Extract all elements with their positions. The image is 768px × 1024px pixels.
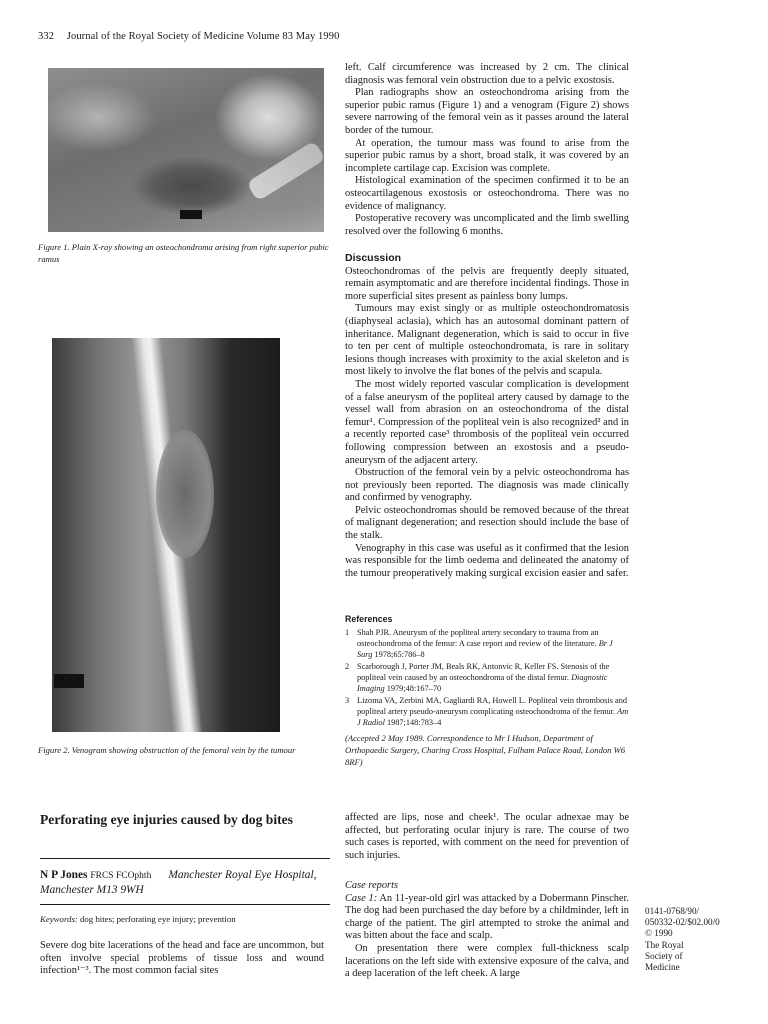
running-head xyxy=(38,31,339,42)
sidenote-line: © 1990 xyxy=(645,928,673,939)
discussion-paragraph: The most widely reported vascular complication is development of a false aneurysm of the popliteal artery caused by damage to the vessel wall from abrasion on an osteochondroma of the distal femur¹. Compression of the popliteal vein is also recognized² and in a recently reported case³ thrombosis of the popliteal vein occurred following compression between an exostosis and a pseudo-aneurysm of the adjacent artery. xyxy=(345,378,629,466)
reference-number: 3 xyxy=(345,696,350,705)
discussion-heading: Discussion xyxy=(345,252,402,264)
reference-item xyxy=(345,627,629,660)
discussion-section xyxy=(345,252,629,580)
reference-journal: Am J Radiol xyxy=(357,707,629,727)
case-1-presentation: On presentation there were complex full-thickness scalp lacerations on the left side with extensive exposure of the calva, and a deep laceration of the left cheek. A large xyxy=(345,942,629,980)
copyright-sidenote xyxy=(645,906,763,973)
figure-1-caption: Figure 1. Plain X-ray showing an osteochondroma arising from right superior pubic ramus xyxy=(38,242,329,264)
author-affiliation: Manchester Royal Eye Hospital, Manchester M13 9WH xyxy=(40,869,317,896)
body-paragraph: Plan radiographs show an osteochondroma arising from the superior pubic ramus (Figure 1) and a venogram (Figure 2) shows severe narrowing of the femoral vein as it passes around the lateral border of the tumour. xyxy=(345,87,629,136)
keywords-line xyxy=(40,914,332,925)
reference-journal: Br J Surg xyxy=(357,639,613,659)
accepted-correspondence-note: (Accepted 2 May 1989. Correspondence to Mr I Hudson, Department of Orthopaedic Surgery, Charing Cross Hospital, Fulham Palace Road, London W6 8RF) xyxy=(345,733,626,767)
title-rule xyxy=(40,858,330,859)
body-paragraph: At operation, the tumour mass was found to arise from the superior pubic ramus by a short, broad stalk, it was covered by an incomplete cartilage cap. Excision was complete. xyxy=(345,137,629,174)
reference-text: Lizoma VA, Zerbini MA, Gagliardi RA, Howell L. Popliteal vein thrombosis and popliteal artery pseudo-aneurysm complicating osteochondroma of the femur. xyxy=(357,696,627,716)
body-paragraph: Histological examination of the specimen confirmed it to be an osteocartilagenous exostosis or osteochondroma. There was no evidence of malignancy. xyxy=(345,175,629,212)
tumour-shadow xyxy=(156,430,214,558)
figure-2-venogram-image xyxy=(52,338,280,732)
reference-citation: 1978;65:786–8 xyxy=(374,650,425,659)
keywords-label: Keywords: xyxy=(40,914,78,924)
article-title: Perforating eye injuries caused by dog bites xyxy=(40,812,293,827)
journal-title: Journal of the Royal Society of Medicine Volume 83 May 1990 xyxy=(66,31,340,42)
reference-list xyxy=(345,627,629,728)
author-qualifications: FRCS FCOphth xyxy=(90,871,152,881)
figure-1-xray-image xyxy=(48,68,324,232)
author-name: N P Jones xyxy=(40,869,88,881)
reference-citation: 1979;48:167–70 xyxy=(386,684,442,693)
sidenote-line: 050332-02/$02.00/0 xyxy=(645,917,720,928)
case-reports-section xyxy=(345,880,629,981)
author-block xyxy=(40,868,332,897)
sidenote-line: The Royal xyxy=(645,939,684,950)
page-number: 332 xyxy=(38,31,55,42)
intro-paragraph: affected are lips, nose and cheek¹. The ocular adnexae may be affected, but perforating ocular injury is rare. The course of two such cases is reported, with comment on the need for prevention of such injuries. xyxy=(345,812,629,861)
sidenote-line: Medicine xyxy=(645,962,680,973)
reference-item xyxy=(345,695,629,728)
reference-text: Scarborough J, Porter JM, Beals RK, Antonvic R, Keller FS. Stenosis of the popliteal vein caused by an osteochondroma of the distal femur. xyxy=(357,662,610,682)
femur-shadow xyxy=(246,140,324,201)
reference-journal: Diagnostic Imaging xyxy=(357,673,608,693)
body-paragraph: Postoperative recovery was uncomplicated and the limb swelling resolved over the following 6 months. xyxy=(345,213,629,237)
body-paragraph: left. Calf circumference was increased by 2 cm. The clinical diagnosis was femoral vein obstruction due to a pelvic exostosis. xyxy=(345,62,629,86)
article-intro xyxy=(345,812,629,862)
author-rule xyxy=(40,904,330,905)
references-section xyxy=(345,614,629,729)
case-1-text: An 11-year-old girl was attacked by a Dobermann Pinscher. The dog had been purchased the day before by a childminder, left in charge of the patient. The girl attempted to stroke the animal and was bitten about the face and scalp. xyxy=(345,892,629,942)
sidenote-line: Society of xyxy=(645,950,683,961)
article-abstract xyxy=(40,940,324,978)
case-report-continued xyxy=(345,62,629,238)
reference-citation: 1987;148:783–4 xyxy=(386,718,442,727)
references-heading: References xyxy=(345,614,393,624)
discussion-paragraph: Venography in this case was useful as it confirmed that the lesion was responsible for the limb oedema and delineated the anatomy of the tumour preoperatively making surgical excision easier and safer. xyxy=(345,542,629,579)
keywords-text: dog bites; perforating eye injury; prevention xyxy=(80,914,236,924)
discussion-paragraph: Tumours may exist singly or as multiple osteochondromatosis (diaphyseal aclasia), which has an autosomal dominant pattern of inheritance. Malignant degeneration, which is said to occur in five to ten per cent of multiple osteochondromata, is rare in solitary lesions though increases with proximity to the axial skeleton and is most likely to involve the flat bones of the pelvis and scapula. xyxy=(345,303,629,378)
discussion-paragraph: Osteochondromas of the pelvis are frequently deeply situated, remain asymptomatic and are therefore incidental findings. Those in more superficial sites present as painless bony lumps. xyxy=(345,265,630,302)
figure-2-caption: Figure 2. Venogram showing obstruction of the femoral vein by the tumour xyxy=(38,745,296,755)
xray-marker xyxy=(180,210,202,219)
reference-item xyxy=(345,661,629,694)
sidenote-line: 0141-0768/90/ xyxy=(645,906,700,916)
case-reports-heading: Case reports xyxy=(345,880,399,891)
discussion-paragraph: Pelvic osteochondromas should be removed because of the threat of malignant degeneration; and resection should include the base of the stalk. xyxy=(345,504,629,542)
reference-number: 2 xyxy=(345,662,350,671)
case-1-label: Case 1: xyxy=(345,892,378,904)
discussion-paragraph: Obstruction of the femoral vein by a pelvic osteochondroma has not previously been reported. The diagnosis was made clinically and confirmed by venography. xyxy=(345,467,629,504)
venogram-marker xyxy=(54,674,84,688)
abstract-paragraph: Severe dog bite lacerations of the head and face are uncommon, but often involve special problems of tissue loss and wound infection¹⁻³. The most common facial sites xyxy=(40,940,324,977)
reference-number: 1 xyxy=(345,628,350,637)
reference-text: Shah PJR. Aneurysm of the popliteal artery secondary to trauma from an osteochondroma of the femur: A case report and review of the literature. xyxy=(357,628,599,648)
